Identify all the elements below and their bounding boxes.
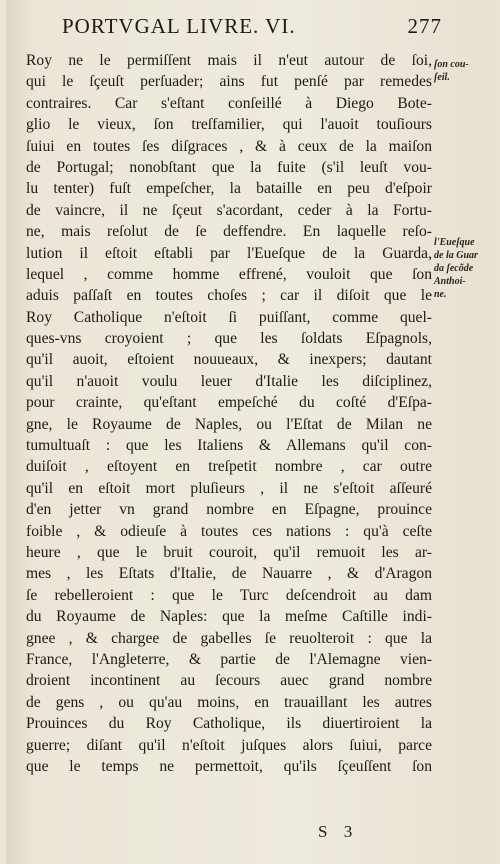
margin-note-line: ne. [434, 289, 447, 300]
text-line: qui le ſçeuſt perſuader; ains fut penſé par remedes [26, 73, 432, 91]
page-number: 277 [407, 14, 442, 38]
text-line: pour crainte, qu'eſtant empeſché du coſté d'Eſpa- [26, 394, 432, 412]
margin-note-line: ſon cou- [434, 59, 469, 70]
signature-mark: S 3 [318, 822, 359, 841]
text-line: qu'il auoit, eſtoient nouueaux, & inexpers; dautant [26, 351, 432, 369]
text-line: qu'il n'auoit voulu leuer d'Italie les diſciplinez, [26, 372, 432, 390]
text-line: foible , & odieuſe à toutes ces nations : qu'à ceſte [26, 522, 432, 540]
text-line: d'en jetter vn grand nombre en Eſpagne, prouince [26, 501, 432, 519]
text-line: glio le vieux, ſon treſfamilier, qui l'auoit touſiours [26, 116, 432, 134]
text-line: mes , les Eſtats d'Italie, de Nauarre , & d'Aragon [26, 565, 432, 583]
margin-note-line: Anthoi- [434, 276, 466, 287]
text-line: gnee , & chargee de gabelles ſe reuolteroit : que la [26, 629, 432, 647]
text-line: ſe rebelleroient : que le Turc deſcendroit au dam [26, 586, 432, 604]
text-line: contraires. Car s'eſtant conſeillé à Diego Bote- [26, 94, 432, 112]
text-line: guerre; diſant qu'il n'eſtoit juſques alors ſuiui, parce [26, 736, 432, 754]
text-line: duiſoit , eſtoyent en treſpetit nombre , car outre [26, 458, 432, 476]
running-title: PORTVGAL LIVRE. VI. [62, 14, 296, 38]
text-line: de gens , ou qu'au moins, en trauaillant les autres [26, 693, 432, 711]
text-line: Prouinces du Roy Catholique, ils diuertiroient la [26, 715, 432, 733]
body-text [26, 50, 432, 777]
text-line: qu'il en eſtoit mort pluſieurs , il ne s'eſtoit aſſeuré [26, 479, 432, 497]
text-line: aduis paſſaſt en toutes choſes ; car il diſoit que le [26, 287, 432, 305]
text-line: lution il eſtoit eſtabli par l'Eueſque de la Guarda, [26, 244, 432, 262]
text-line: Roy Catholique n'eſtoit ſi puiſſant, comme quel- [26, 308, 432, 326]
text-line: tumultuaſt : que les Italiens & Allemans qu'il con- [26, 437, 432, 455]
book-page [6, 0, 496, 864]
text-line: gne, le Royaume de Naples, ou l'Eſtat de Milan ne [26, 415, 432, 433]
text-line: ſuiui en toutes ſes diſgraces , & à ceux de la maiſon [26, 137, 432, 155]
text-line: ne, mais reſolut de ſe deffendre. En laquelle reſo- [26, 223, 432, 241]
margin-note-line: ſeil. [434, 72, 450, 83]
page-header [62, 14, 442, 40]
text-line: droient incontinent au ſecours auec grand nombre [26, 672, 432, 690]
margin-note-line: l'Eueſque [434, 237, 475, 248]
text-line: ques-vns croyoient ; que les ſoldats Eſpagnols, [26, 330, 432, 348]
margin-note-council [434, 58, 496, 84]
margin-note-bishop [434, 236, 496, 301]
margin-note-line: de la Guar [434, 250, 478, 261]
text-line: France, l'Angleterre, & partie de l'Alemagne vien- [26, 650, 432, 668]
text-line: Roy ne le permiſſent mais il n'eut autour de ſoi, [26, 52, 432, 69]
margin-note-line: da ſecõde [434, 263, 474, 274]
text-line: que le temps ne permettoit, qu'ils ſçeuſſent ſon [26, 757, 432, 775]
text-line: de vaincre, il ne ſçeut s'acordant, ceder à la Fortu- [26, 201, 432, 219]
text-line: du Royaume de Naples: que la meſme Caſtille indi- [26, 608, 432, 626]
text-line: lu tenter) fuſt empeſcher, la bataille en peu d'eſpoir [26, 180, 432, 198]
text-line: heure , que le bruit couroit, qu'il remuoit les ar- [26, 543, 432, 561]
text-line: lequel , comme homme effrené, vouloit que ſon [26, 265, 432, 283]
text-line: de Portugal; nonobſtant que la fuite (s'il leuſt vou- [26, 158, 432, 176]
